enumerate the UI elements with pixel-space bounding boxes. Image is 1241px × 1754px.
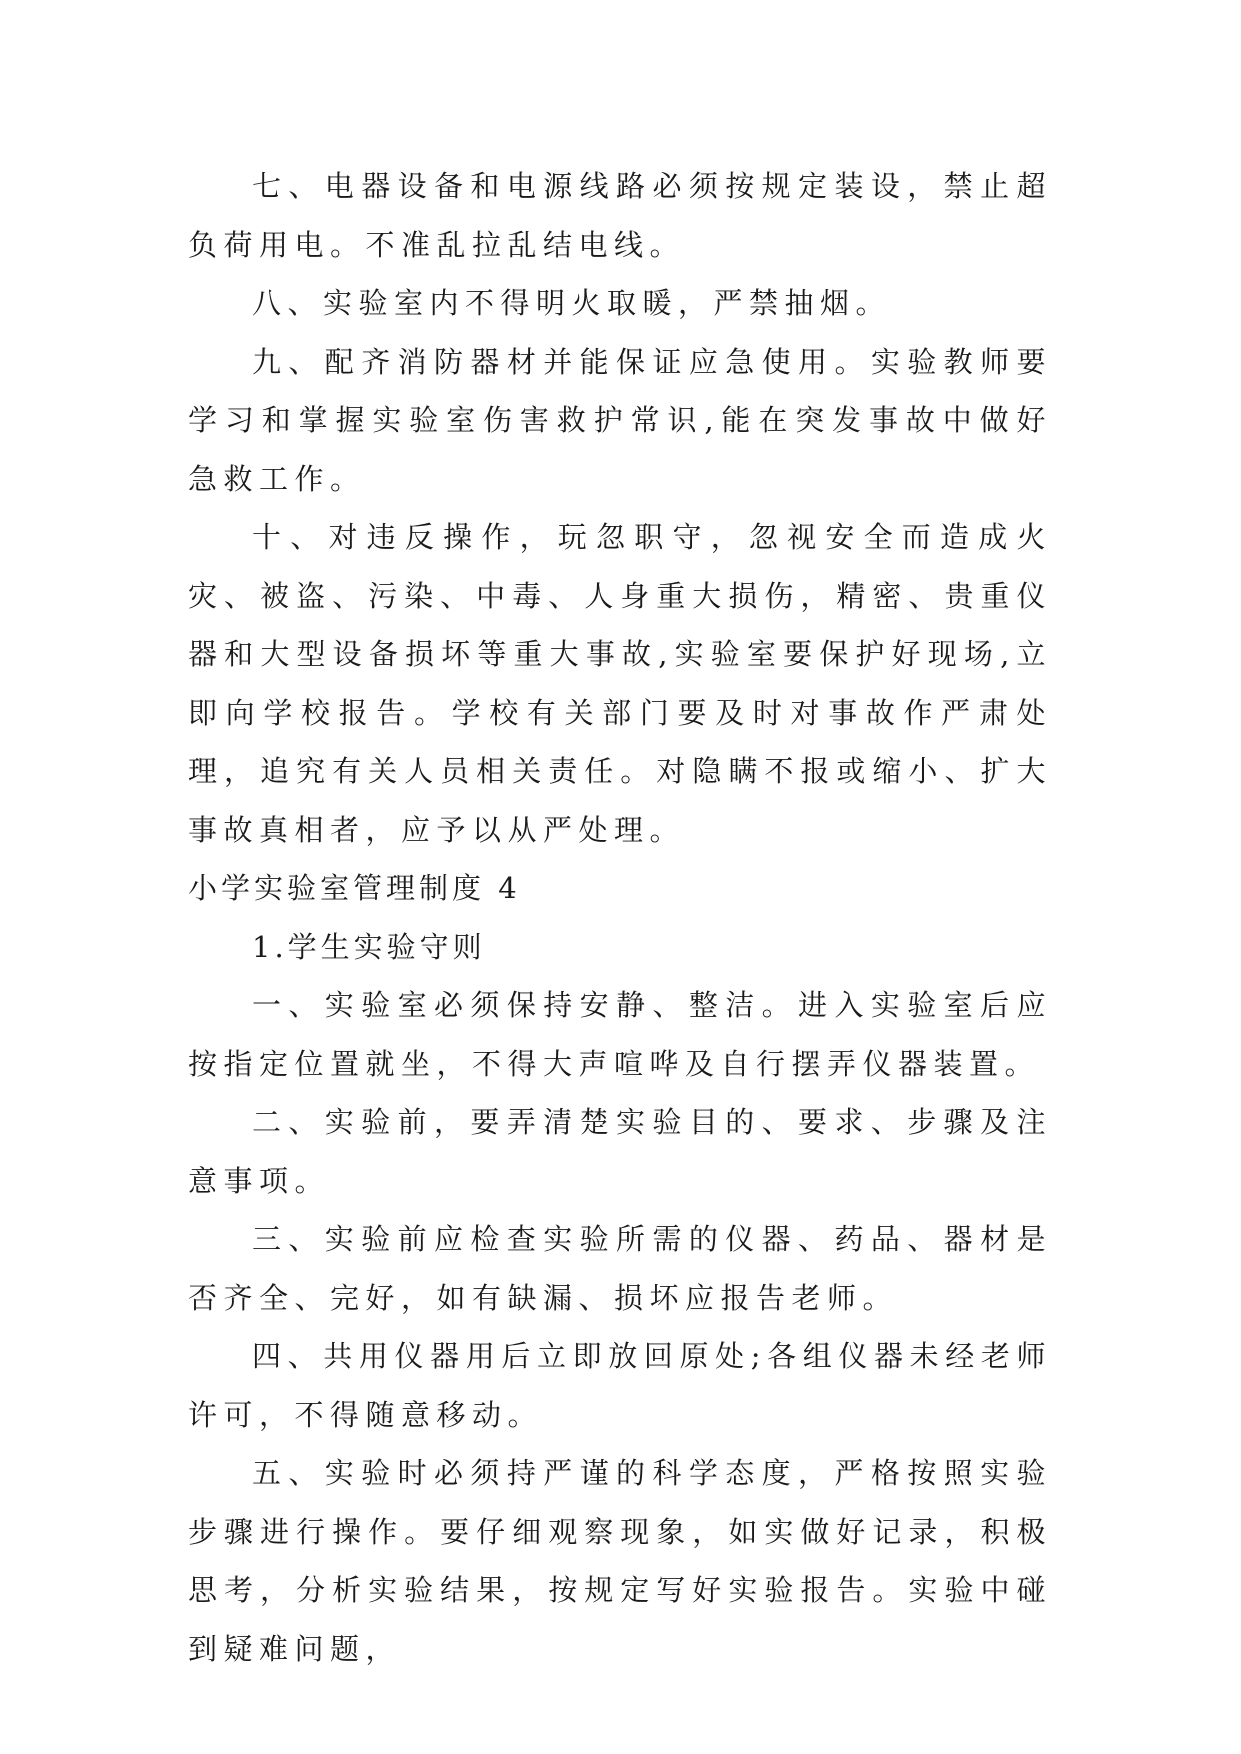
paragraph-eight: 八、实验室内不得明火取暖，严禁抽烟。 (252, 286, 892, 320)
rule-five: 五、实验时必须持严谨的科学态度，严格按照实验步骤进行操作。要仔细观察现象，如实做好记录，积极思考，分析实验结果，按规定写好实验报告。实验中碰到疑难问题， (188, 1456, 1052, 1666)
document-body (188, 157, 1052, 1678)
rule-four: 四、共用仪器用后立即放回原处;各组仪器未经老师许可，不得随意移动。 (188, 1339, 1052, 1432)
rule-one: 一、实验室必须保持安静、整洁。进入实验室后应按指定位置就坐，不得大声喧哗及自行摆弄仪器装置。 (188, 988, 1052, 1081)
subsection-title: 1.学生实验守则 (252, 929, 486, 964)
paragraph-ten: 十、对违反操作，玩忽职守，忽视安全而造成火灾、被盗、污染、中毒、人身重大损伤，精密、贵重仪器和大型设备损坏等重大事故,实验室要保护好现场,立即向学校报告。学校有关部门要及时对事故作严肃处理，追究有关人员相关责任。对隐瞒不报或缩小、扩大事故真相者，应予以从严处理。 (188, 520, 1052, 847)
paragraph-seven: 七、电器设备和电源线路必须按规定装设，禁止超负荷用电。不准乱拉乱结电线。 (188, 169, 1052, 262)
paragraph-nine: 九、配齐消防器材并能保证应急使用。实验教师要学习和掌握实验室伤害救护常识,能在突发事故中做好急救工作。 (188, 344, 1052, 496)
rule-two: 二、实验前，要弄清楚实验目的、要求、步骤及注意事项。 (188, 1105, 1052, 1198)
section-title: 小学实验室管理制度 4 (188, 871, 521, 905)
rule-three: 三、实验前应检查实验所需的仪器、药品、器材是否齐全、完好，如有缺漏、损坏应报告老师。 (188, 1222, 1052, 1315)
